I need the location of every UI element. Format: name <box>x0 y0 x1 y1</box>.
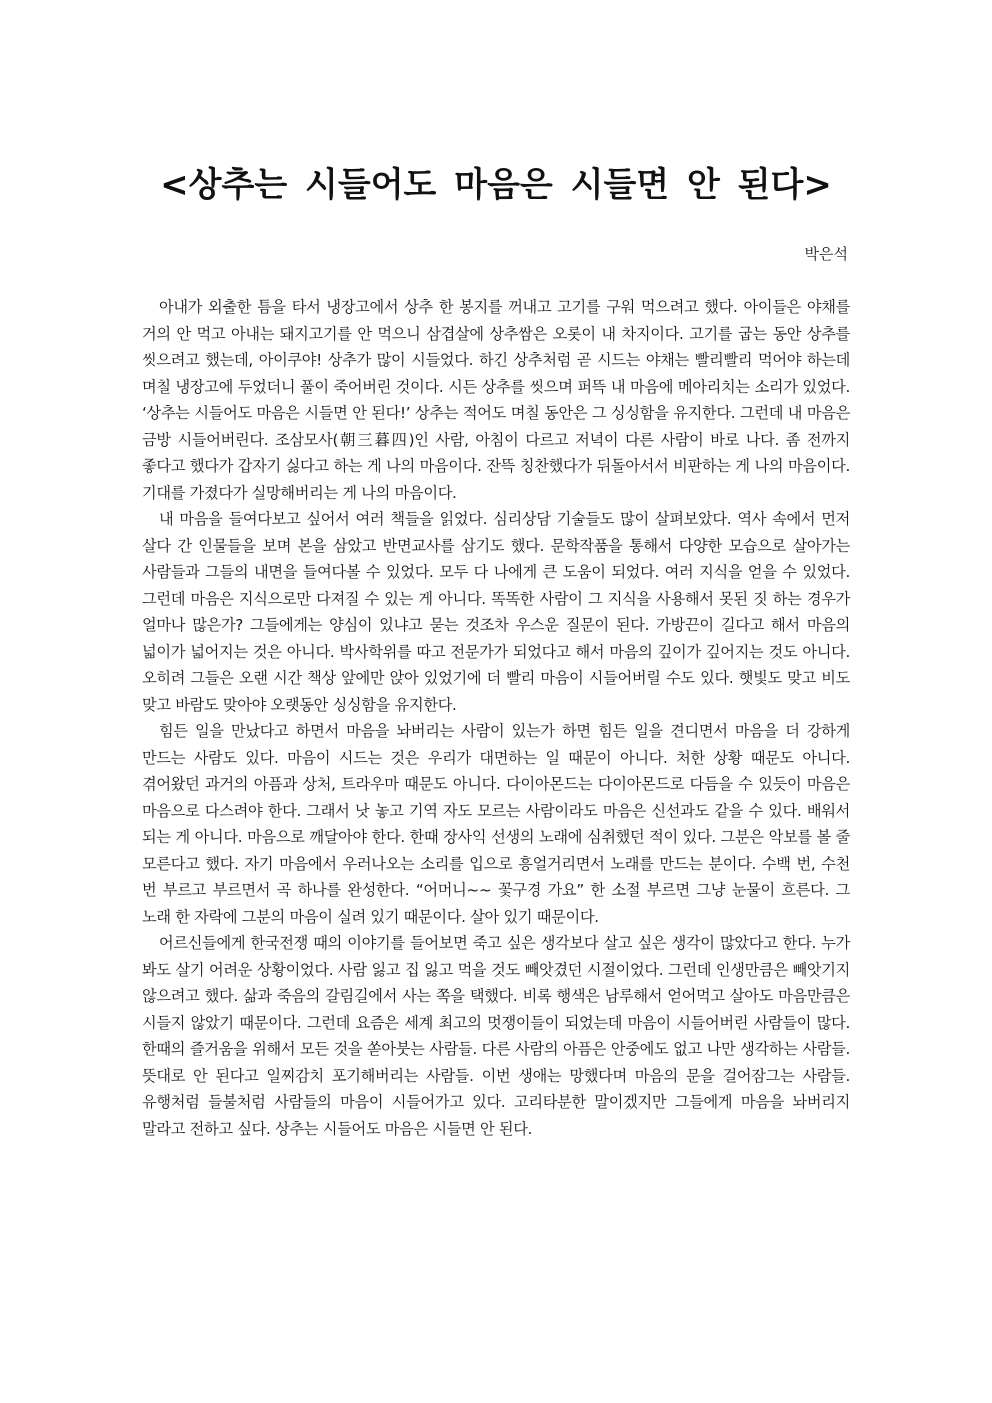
paragraph: 어르신들에게 한국전쟁 때의 이야기를 들어보면 죽고 싶은 생각보다 살고 싶은 생각이 많았다고 한다. 누가 봐도 살기 어려운 상황이었다. 사람 잃고 집 잃고 먹을 것도 빼앗겼던 시절이었다. 그런데 인생만큼은 빼앗기지 않으려고 했다. 삶과 죽음의 갈림길에서 사는 쪽을 택했다. 비록 행색은 남루해서 얻어먹고 살아도 마음만큼은 시들지 않았기 때문이다. 그런데 요즘은 세계 최고의 멋쟁이들이 되었는데 마음이 시들어버린 사람들이 많다. 한때의 즐거움을 위해서 모든 것을 쏟아붓는 사람들. 다른 사람의 아픔은 안중에도 없고 나만 생각하는 사람들. 뜻대로 안 된다고 일찌감치 포기해버리는 사람들. 이번 생애는 망했다며 마음의 문을 걸어잠그는 사람들. 유행처럼 들불처럼 사람들의 마음이 시들어가고 있다. 고리타분한 말이겠지만 그들에게 마음을 놔버리지 말라고 전하고 싶다. 상추는 시들어도 마음은 시들면 안 된다. <box>142 934 850 1138</box>
paragraph: 힘든 일을 만났다고 하면서 마음을 놔버리는 사람이 있는가 하면 힘든 일을 견디면서 마음을 더 강하게 만드는 사람도 있다. 마음이 시드는 것은 우리가 대면하는 일 때문이 아니다. 처한 상황 때문도 아니다. 겪어왔던 과거의 아픔과 상처, 트라우마 때문도 아니다. 다이아몬드는 다이아몬드로 다듬을 수 있듯이 마음은 마음으로 다스려야 한다. 그래서 낫 놓고 기역 자도 모르는 사람이라도 마음은 신선과도 같을 수 있다. 배워서 되는 게 아니다. 마음으로 깨달아야 한다. 한때 장사익 선생의 노래에 심취했던 적이 있다. 그분은 악보를 볼 줄 모른다고 했다. 자기 마음에서 우러나오는 소리를 입으로 흥얼거리면서 노래를 만드는 분이다. 수백 번, 수천 번 부르고 부르면서 곡 하나를 완성한다. “어머니~~ 꽃구경 가요” 한 소절 부르면 그냥 눈물이 흐른다. 그 노래 한 자락에 그분의 마음이 실려 있기 때문이다. 살아 있기 때문이다. <box>142 722 850 926</box>
paragraph: 내 마음을 들여다보고 싶어서 여러 책들을 읽었다. 심리상담 기술들도 많이 살펴보았다. 역사 속에서 먼저 살다 간 인물들을 보며 본을 삼았고 반면교사를 삼기도 했다. 문학작품을 통해서 다양한 모습으로 살아가는 사람들과 그들의 내면을 들여다볼 수 있었다. 모두 다 나에게 큰 도움이 되었다. 여러 지식을 얻을 수 있었다. 그런데 마음은 지식으로만 다져질 수 있는 게 아니다. 똑똑한 사람이 그 지식을 사용해서 못된 짓 하는 경우가 얼마나 많은가? 그들에게는 양심이 있냐고 묻는 것조차 우스운 질문이 된다. 가방끈이 길다고 해서 마음의 넓이가 넓어지는 것은 아니다. 박사학위를 따고 전문가가 되었다고 해서 마음의 깊이가 깊어지는 것도 아니다. 오히려 그들은 오랜 시간 책상 앞에만 앉아 있었기에 더 빨리 마음이 시들어버릴 수도 있다. 햇빛도 맞고 비도 맞고 바람도 맞아야 오랫동안 싱싱함을 유지한다. <box>142 510 850 714</box>
paragraph: 아내가 외출한 틈을 타서 냉장고에서 상추 한 봉지를 꺼내고 고기를 구워 먹으려고 했다. 아이들은 야채를 거의 안 먹고 아내는 돼지고기를 안 먹으니 삼겹살에 상추쌈은 오롯이 내 차지이다. 고기를 굽는 동안 상추를 씻으려고 했는데, 아이쿠야! 상추가 많이 시들었다. 하긴 상추처럼 곧 시드는 야채는 빨리빨리 먹어야 하는데 며칠 냉장고에 두었더니 풀이 죽어버린 것이다. 시든 상추를 씻으며 퍼뜩 내 마음에 메아리치는 소리가 있었다. ‘상추는 시들어도 마음은 시들면 안 된다!’ 상추는 적어도 며칠 동안은 그 싱싱함을 유지한다. 그런데 내 마음은 금방 시들어버린다. 조삼모사(朝三暮四)인 사람, 아침이 다르고 저녁이 다른 사람이 바로 나다. 좀 전까지 좋다고 했다가 갑자기 싫다고 하는 게 나의 마음이다. 잔뜩 칭찬했다가 뒤돌아서서 비판하는 게 나의 마음이다. 기대를 가졌다가 실망해버리는 게 나의 마음이다. <box>142 298 850 502</box>
author-name: 박은석 <box>804 245 848 263</box>
document-body <box>142 294 850 1142</box>
document-title: <상추는 시들어도 마음은 시들면 안 된다> <box>160 165 832 205</box>
